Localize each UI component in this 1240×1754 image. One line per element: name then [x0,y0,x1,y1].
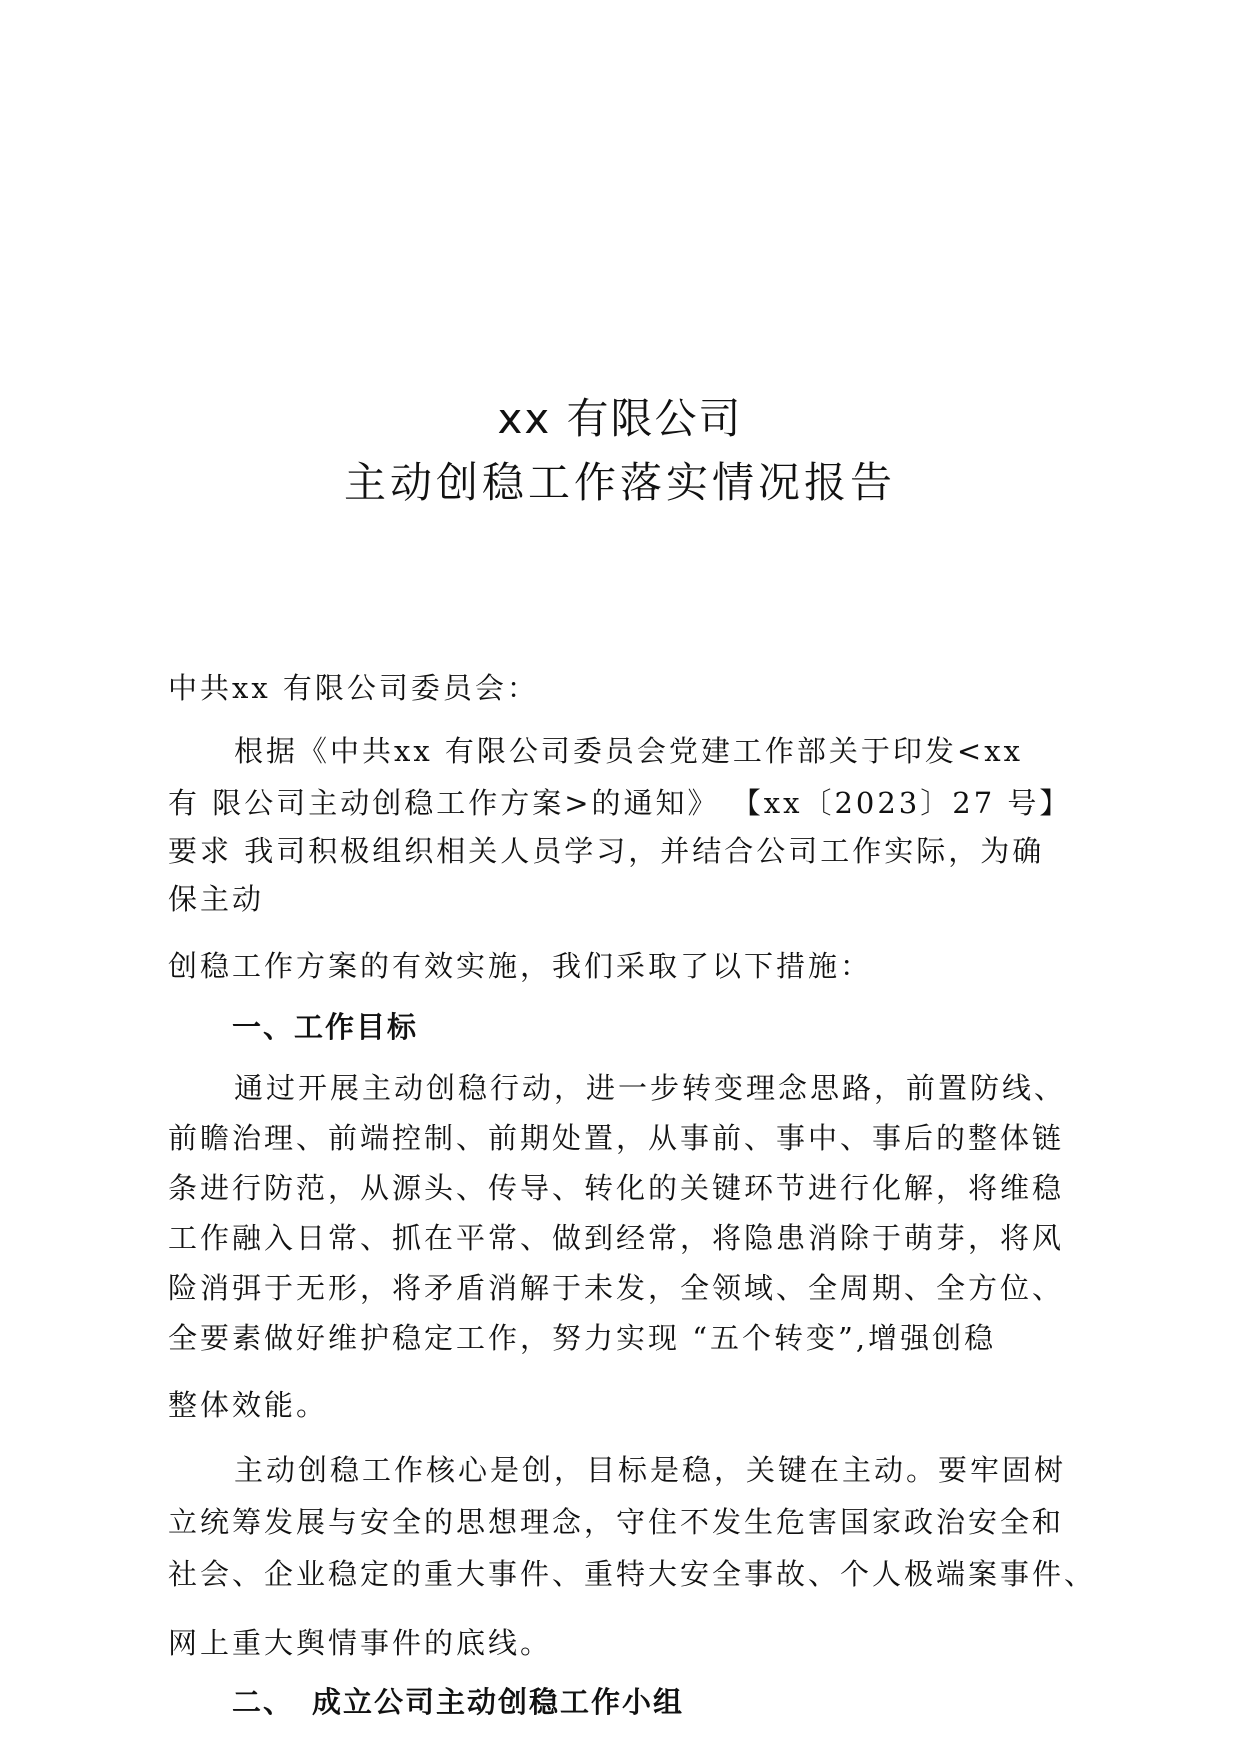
document-title-company: xx 有限公司 [497,394,743,443]
intro-line-1: 根据《中共xx 有限公司委员会党建工作部关于印发<xx [234,734,1023,768]
section-1-para-2-line-4: 网上重大舆情事件的底线。 [168,1626,553,1660]
intro-line-4: 保主动 [168,882,265,916]
document-title-report: 主动创稳工作落实情况报告 [343,458,896,507]
salutation: 中共xx 有限公司委员会： [168,671,539,705]
section-1-heading: 一、工作目标 [232,1010,419,1044]
section-1-para-2-line-2: 立统筹发展与安全的思想理念，守住不发生危害国家政治安全和 [168,1505,1065,1539]
section-1-para-1-line-3: 条进行防范，从源头、传导、转化的关键环节进行化解，将维稳 [168,1171,1065,1205]
section-1-para-1-line-5: 险消弭于无形，将矛盾消解于未发，全领域、全周期、全方位、 [168,1271,1065,1305]
section-2-heading-text: 成立公司主动创稳工作小组 [312,1685,685,1719]
intro-line-2: 有 限公司主动创稳工作方案>的通知》 【xx〔2023〕27 号】 [168,786,1072,820]
section-1-para-1-line-1: 通过开展主动创稳行动，进一步转变理念思路，前置防线、 [234,1071,1067,1105]
section-1-para-2-line-1: 主动创稳工作核心是创，目标是稳，关键在主动。要牢固树 [234,1453,1067,1487]
section-1-para-1-line-2: 前瞻治理、前端控制、前期处置，从事前、事中、事后的整体链 [168,1121,1065,1155]
intro-line-3: 要求 我司积极组织相关人员学习，并结合公司工作实际，为确 [168,834,1045,868]
section-1-para-1-line-6: 全要素做好维护稳定工作，努力实现 “五个转变”,增强创稳 [168,1321,997,1355]
section-1-para-1-line-4: 工作融入日常、抓在平常、做到经常，将隐患消除于萌芽，将风 [168,1221,1065,1255]
intro-line-5: 创稳工作方案的有效实施，我们采取了以下措施： [168,949,873,983]
section-1-para-2-line-3: 社会、企业稳定的重大事件、重特大安全事故、个人极端案事件、 [168,1557,1097,1591]
section-1-para-1-line-7: 整体效能。 [168,1388,329,1422]
section-2-heading-number: 二、 [232,1685,295,1719]
